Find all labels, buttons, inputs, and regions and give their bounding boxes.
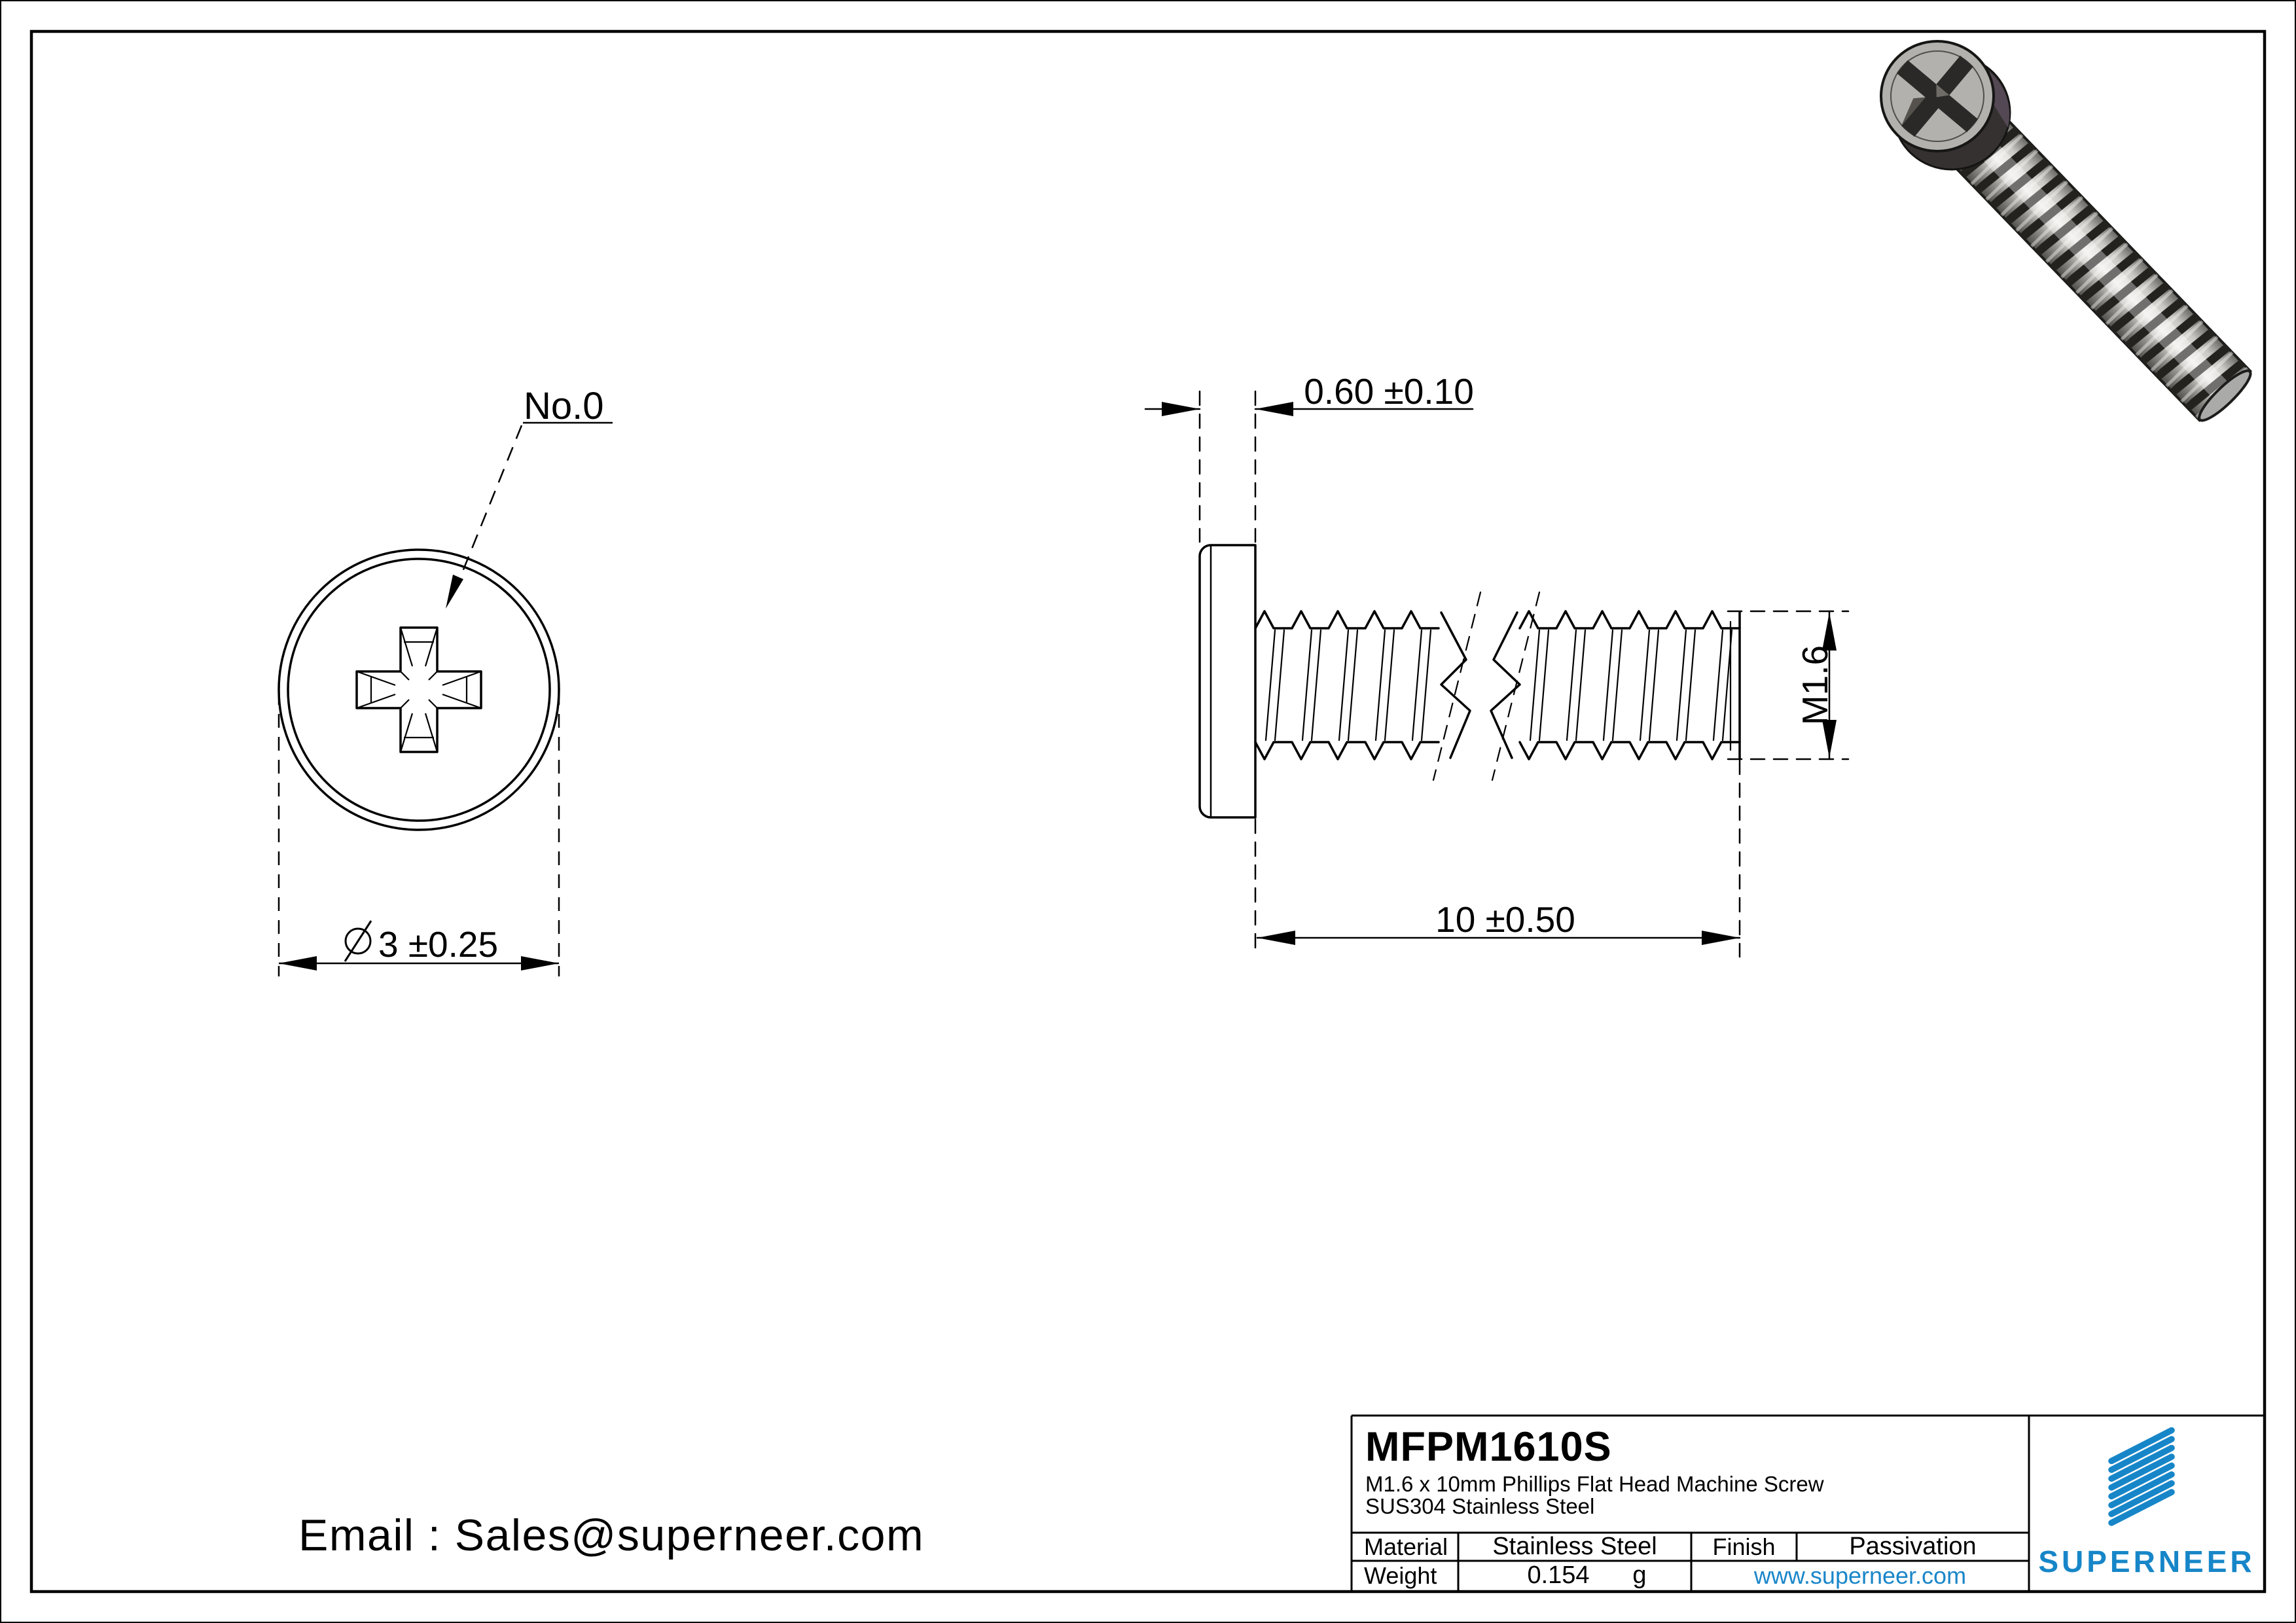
screw-3d-image — [1873, 31, 2256, 426]
inner-border — [31, 31, 2265, 1592]
leader-arrowhead — [446, 575, 463, 609]
leader-no0-label: No.0 — [524, 385, 604, 427]
head-thickness-dimension — [1145, 391, 1473, 957]
finish-label: Finish — [1712, 1533, 1776, 1560]
finish-value: Passivation — [1849, 1533, 1977, 1560]
superneer-logo-icon — [2105, 1427, 2178, 1527]
side-head-outline — [1200, 545, 1255, 817]
weight-label: Weight — [1364, 1562, 1437, 1589]
head-inner-circle — [288, 559, 550, 821]
dim-head-thickness-label: 0.60 ±0.10 — [1304, 371, 1474, 412]
dim-length-label: 10 ±0.50 — [1435, 899, 1575, 940]
leader-no0 — [446, 423, 613, 609]
description-line2: SUS304 Stainless Steel — [1365, 1494, 1595, 1518]
dim-thread-spec-label: M1.6 — [1795, 645, 1835, 726]
description-line1: M1.6 x 10mm Phillips Flat Head Machine Screw — [1365, 1472, 1824, 1496]
material-label: Material — [1364, 1533, 1448, 1560]
weight-unit: g — [1632, 1561, 1647, 1589]
part-number: MFPM1610S — [1365, 1424, 1612, 1470]
thread-right-segment — [1520, 611, 1740, 759]
diameter-symbol-icon — [345, 921, 371, 961]
outer-border — [1, 1, 2295, 1622]
material-value: Stainless Steel — [1492, 1533, 1657, 1560]
phillips-cross-outline — [357, 628, 481, 752]
thread-left-segment — [1255, 611, 1439, 759]
weight-value: 0.154 — [1527, 1561, 1590, 1589]
dim-diameter-label: 3 ±0.25 — [378, 924, 499, 965]
side-view — [1145, 391, 1848, 957]
head-outer-circle — [279, 550, 559, 830]
phillips-cross-detail — [357, 628, 481, 752]
front-view — [279, 423, 613, 976]
brand-name: SUPERNEER — [2038, 1544, 2255, 1578]
email-line: Email : Sales@superneer.com — [298, 1510, 925, 1560]
website-link[interactable]: www.superneer.com — [1753, 1562, 1967, 1589]
